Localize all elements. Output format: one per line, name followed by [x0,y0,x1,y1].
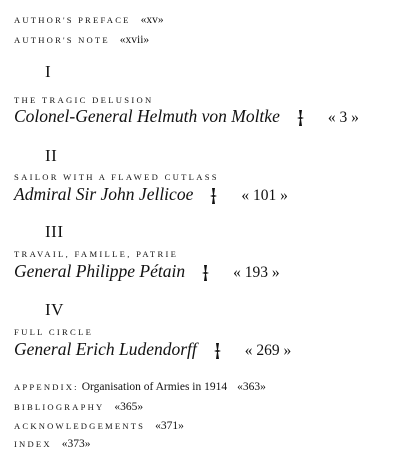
toc-entry-chapter-3[interactable] [14,261,280,283]
chapter-numeral: II [45,146,58,165]
toc-entry-label: BIBLIOGRAPHY [14,402,105,412]
chapter-page: « 269 » [244,342,292,359]
toc-entry-chapter-4[interactable] [14,339,291,361]
toc-entry-page: «371» [155,420,184,432]
chapter-title: Colonel-General Helmuth von Moltke [14,106,280,126]
toc-entry-acknowledgements[interactable] [14,420,184,432]
toc-entry-page: «363» [237,381,266,393]
toc-entry-page: «xvii» [119,34,150,46]
appendix-title: Organisation of Armies in 1914 [81,381,228,393]
chapter-subtitle: THE TRAGIC DELUSION [14,95,154,105]
toc-entry-page: «365» [114,401,144,413]
toc-entry-label: AUTHOR'S PREFACE [14,15,131,25]
toc-entry-label: AUTHOR'S NOTE [14,35,110,45]
chapter-page: « 3 » [327,109,359,126]
toc-entry-index[interactable] [14,438,90,450]
toc-entry-chapter-2[interactable] [14,184,288,206]
chapter-title: General Erich Ludendorff [14,339,197,359]
toc-entry-appendix[interactable] [14,381,266,393]
ornament-icon [213,341,223,361]
chapter-subtitle: FULL CIRCLE [14,327,94,337]
toc-entry-label: INDEX [14,439,52,449]
toc-entry-label: ACKNOWLEDGEMENTS [14,421,146,431]
toc-entry-label: APPENDIX: [14,382,79,392]
ornament-icon [201,263,211,283]
toc-entry-chapter-1[interactable] [14,106,359,128]
chapter-page: « 101 » [241,187,288,204]
chapter-page: « 193 » [233,264,280,281]
chapter-subtitle: SAILOR WITH A FLAWED CUTLASS [14,172,219,182]
toc-entry-preface[interactable] [14,14,164,26]
chapter-title: General Philippe Pétain [14,261,186,281]
toc-entry-bibliography[interactable] [14,401,143,413]
chapter-numeral: I [45,62,52,81]
toc-entry-page: «xv» [140,14,164,26]
chapter-numeral: III [45,222,64,241]
toc-entry-page: «373» [61,438,91,450]
chapter-numeral: IV [45,300,64,319]
ornament-icon [296,108,306,128]
chapter-title: Admiral Sir John Jellicoe [14,184,194,204]
toc-entry-note[interactable] [14,34,149,46]
chapter-subtitle: TRAVAIL, FAMILLE, PATRIE [14,249,179,259]
ornament-icon [209,186,219,206]
